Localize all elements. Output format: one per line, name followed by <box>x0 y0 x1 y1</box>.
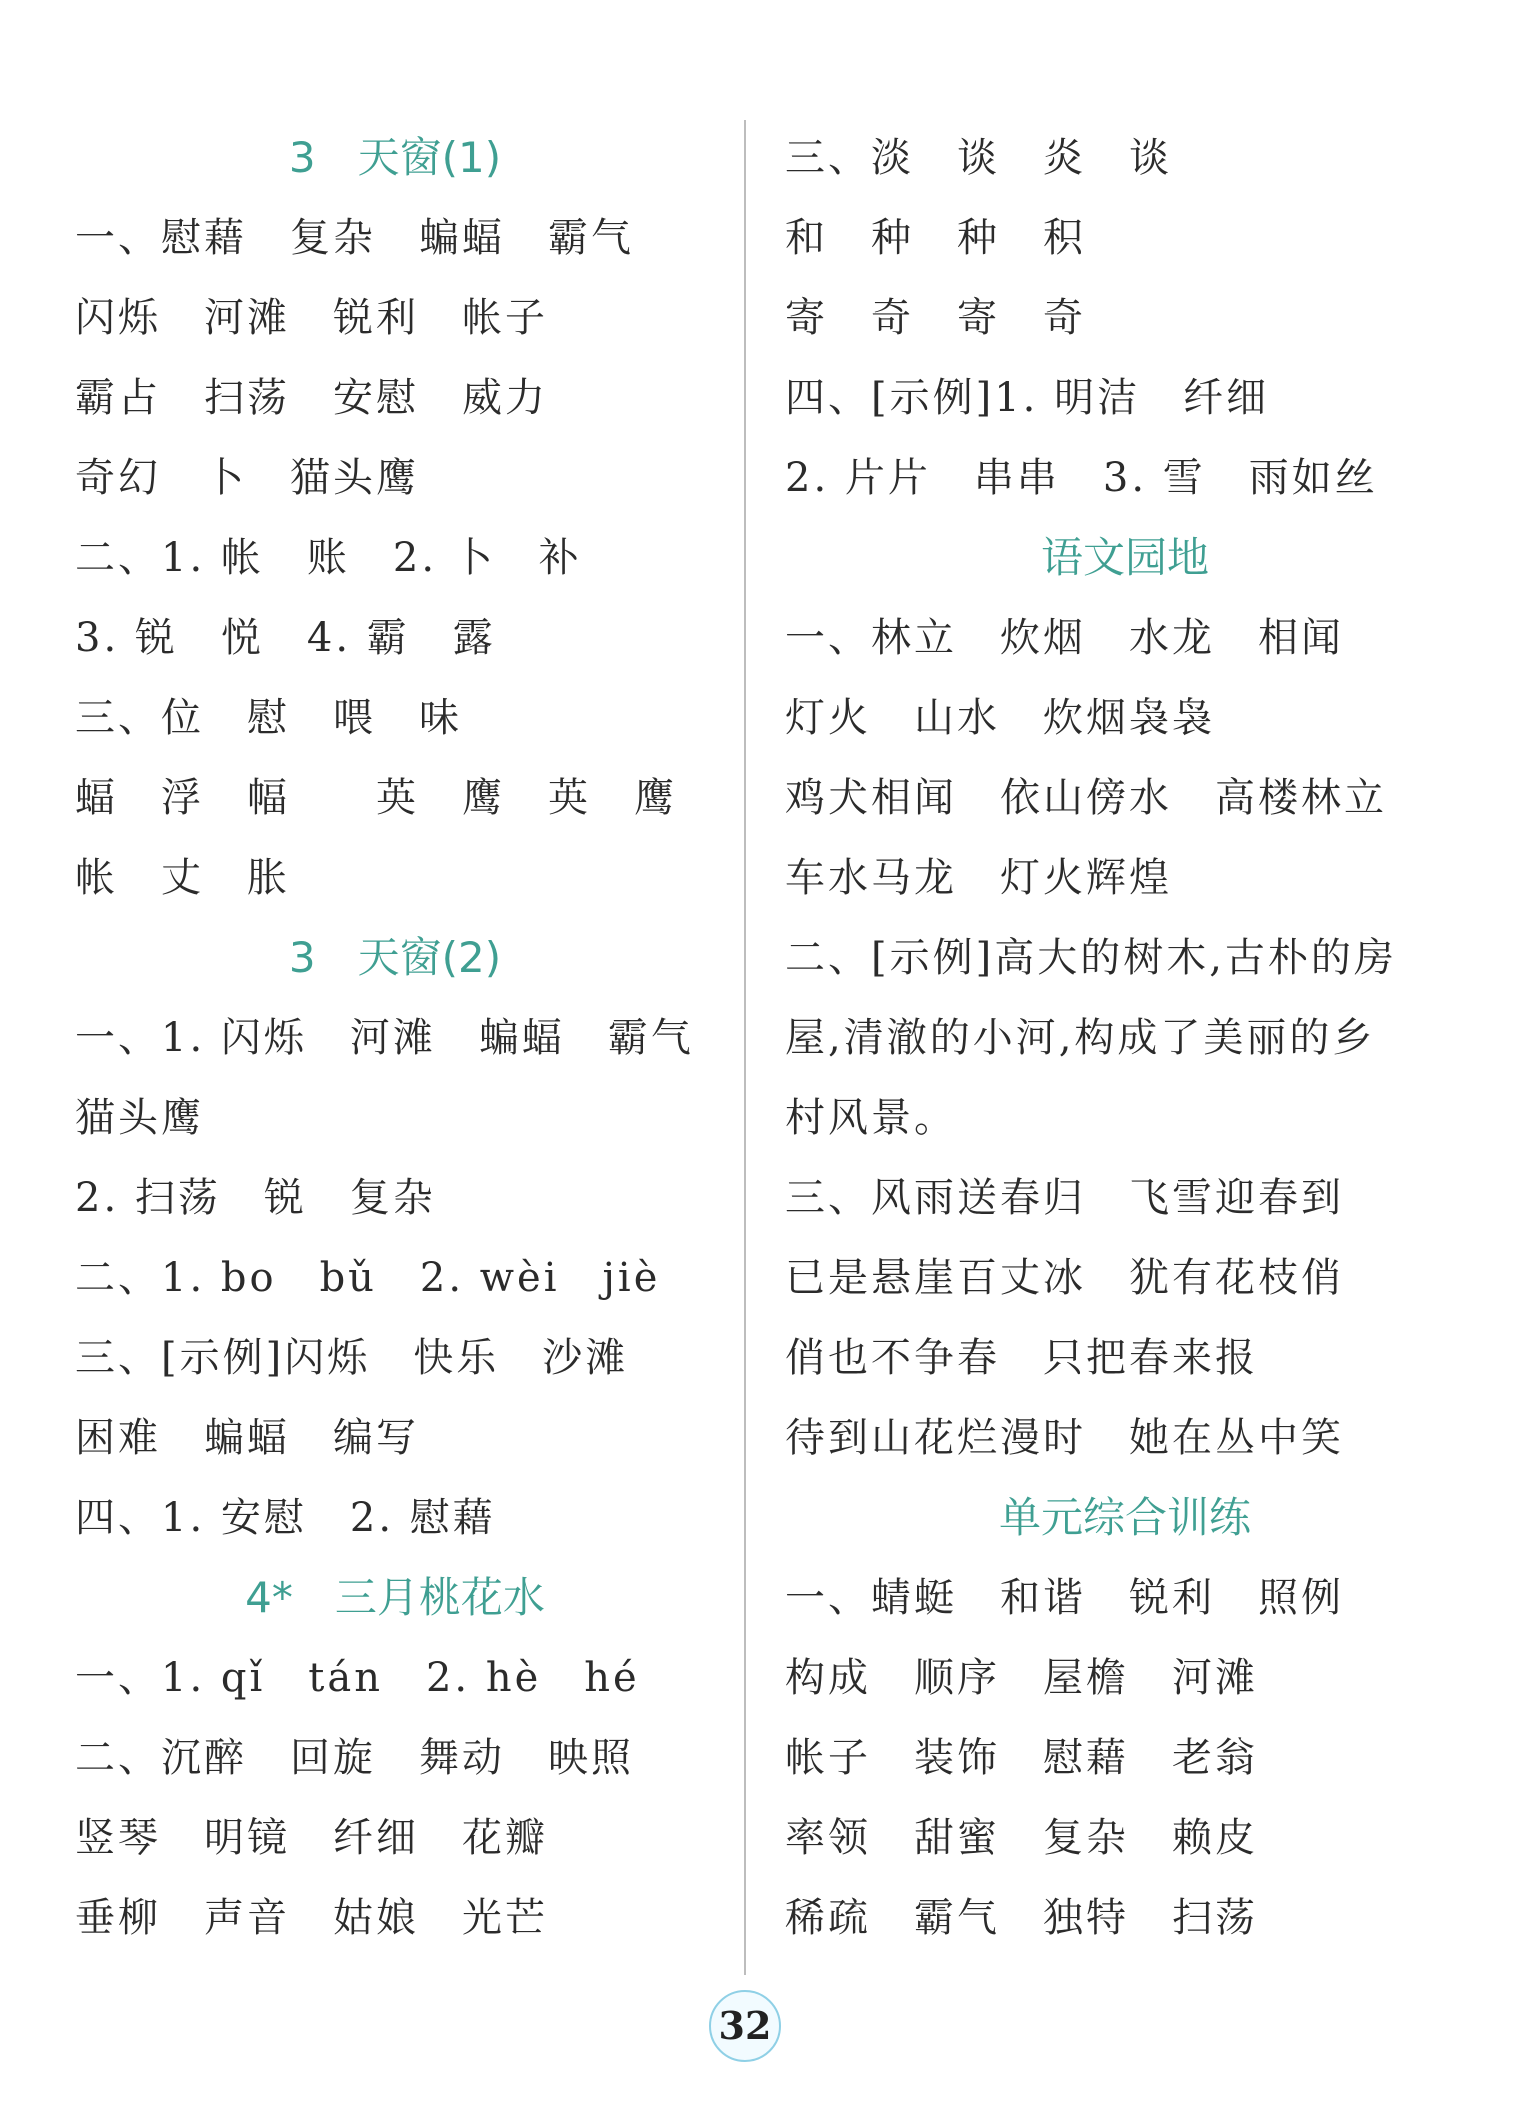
section-title: 语文园地 <box>1040 533 1209 582</box>
answer-line: 2. 片片 串串 3. 雪 雨如丝 <box>785 455 1378 501</box>
answer-line: 三、风雨送春归 飞雪迎春到 <box>785 1175 1344 1221</box>
answer-line: 二、[示例]高大的树木,古朴的房 <box>785 935 1397 981</box>
answer-line: 帐 丈 胀 <box>75 855 290 901</box>
right-column <box>785 118 1465 1958</box>
answer-line: 二、1. 帐 账 2. 卜 补 <box>75 535 582 581</box>
answer-line: 竖琴 明镜 纤细 花瓣 <box>75 1815 548 1861</box>
answer-line: 一、蜻蜓 和谐 锐利 照例 <box>785 1575 1344 1621</box>
answer-line: 猫头鹰 <box>75 1095 204 1141</box>
answer-line: 鸡犬相闻 依山傍水 高楼林立 <box>785 775 1387 821</box>
answer-line: 稀疏 霸气 独特 扫荡 <box>785 1895 1258 1941</box>
answer-line: 二、沉醉 回旋 舞动 映照 <box>75 1735 634 1781</box>
answer-line: 俏也不争春 只把春来报 <box>785 1335 1258 1381</box>
answer-line: 灯火 山水 炊烟袅袅 <box>785 695 1215 741</box>
answer-line: 一、1. 闪烁 河滩 蝙蝠 霸气 <box>75 1015 694 1061</box>
answer-line: 一、1. qǐ tán 2. hè hé <box>75 1655 640 1701</box>
page-number: 32 <box>709 1990 781 2062</box>
answer-line: 奇幻 卜 猫头鹰 <box>75 455 419 501</box>
answer-line: 三、淡 谈 炎 谈 <box>785 135 1172 181</box>
answer-line: 已是悬崖百丈冰 犹有花枝俏 <box>785 1255 1344 1301</box>
answer-line: 一、林立 炊烟 水龙 相闻 <box>785 615 1344 661</box>
answer-line: 和 种 种 积 <box>785 215 1086 261</box>
section-title: 单元综合训练 <box>998 1493 1251 1542</box>
answer-line: 困难 蝙蝠 编写 <box>75 1415 419 1461</box>
answer-line: 帐子 装饰 慰藉 老翁 <box>785 1735 1258 1781</box>
answer-line: 屋,清澈的小河,构成了美丽的乡 <box>785 1015 1376 1061</box>
answer-line: 四、[示例]1. 明洁 纤细 <box>785 375 1270 421</box>
answer-line: 垂柳 声音 姑娘 光芒 <box>75 1895 548 1941</box>
answer-line: 蝠 浮 幅 英 鹰 英 鹰 <box>75 775 677 821</box>
answer-line: 三、[示例]闪烁 快乐 沙滩 <box>75 1335 629 1381</box>
answer-line: 寄 奇 寄 奇 <box>785 295 1086 341</box>
answer-line: 率领 甜蜜 复杂 赖皮 <box>785 1815 1258 1861</box>
answer-line: 二、1. bo bǔ 2. wèi jiè <box>75 1255 661 1301</box>
answer-line: 2. 扫荡 锐 复杂 <box>75 1175 436 1221</box>
answer-line: 3. 锐 悦 4. 霸 露 <box>75 615 496 661</box>
answer-line: 车水马龙 灯火辉煌 <box>785 855 1172 901</box>
column-divider <box>744 120 746 1975</box>
answer-line: 霸占 扫荡 安慰 威力 <box>75 375 548 421</box>
answer-line: 一、慰藉 复杂 蝙蝠 霸气 <box>75 215 634 261</box>
answer-line: 村风景。 <box>785 1095 957 1141</box>
answer-line: 四、1. 安慰 2. 慰藉 <box>75 1495 496 1541</box>
section-title: 3 天窗(1) <box>288 133 502 182</box>
section-title: 4* 三月桃花水 <box>245 1573 545 1622</box>
answer-line: 闪烁 河滩 锐利 帐子 <box>75 295 548 341</box>
answer-line: 构成 顺序 屋檐 河滩 <box>785 1655 1258 1701</box>
answer-line: 三、位 慰 喂 味 <box>75 695 462 741</box>
answer-line: 待到山花烂漫时 她在丛中笑 <box>785 1415 1344 1461</box>
left-column <box>75 118 715 1958</box>
section-title: 3 天窗(2) <box>288 933 502 982</box>
